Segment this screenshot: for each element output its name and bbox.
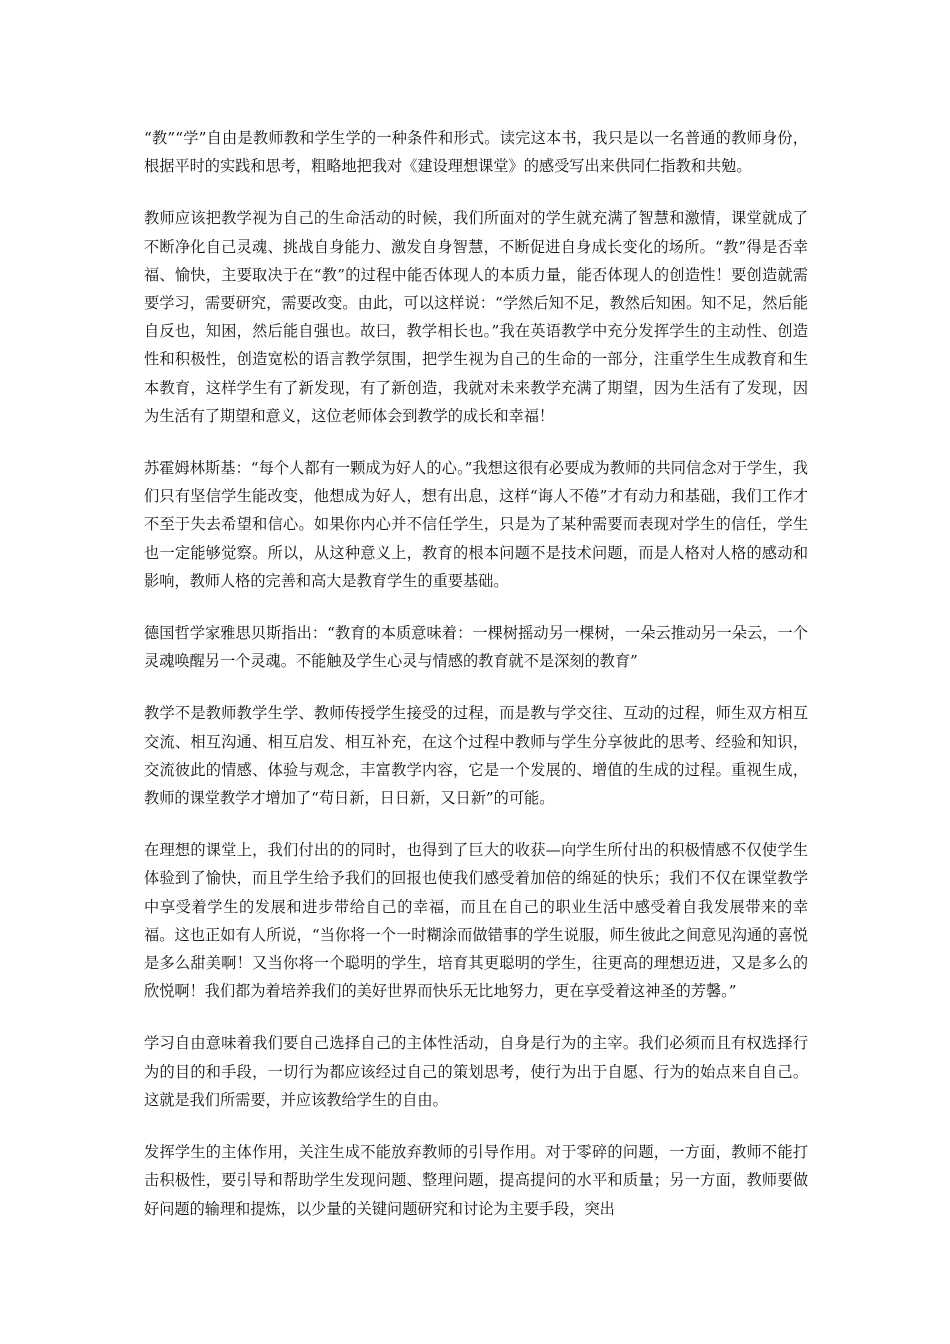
paragraph-3: 苏霍姆林斯基：“每个人都有一颗成为好人的心。”我想这很有必要成为教师的共同信念对于学生，我们只有坚信学生能改变，他想成为好人，想有出息，这样“诲人不倦”才有动力和基础，我们工作才不至于失去希望和信心。如果你内心并不信任学生，只是为了某种需要而表现对学生的信任，学生也一定能够觉察。所以，从这种意义上，教育的根本问题不是技术问题，而是人格对人格的感动和影响，教师人格的完善和高大是教育学生的重要基础。 (144, 459, 808, 590)
paragraph-5: 教学不是教师教学生学、教师传授学生接受的过程，而是教与学交往、互动的过程，师生双方相互交流、相互沟通、相互启发、相互补充，在这个过程中教师与学生分享彼此的思考、经验和知识，交流彼此的情感、体验与观念，丰富教学内容，它是一个发展的、增值的生成的过程。重视生成，教师的课堂教学才增加了“苟日新，日日新，又日新”的可能。 (144, 704, 808, 808)
paragraph-6: 在理想的课堂上，我们付出的的同时，也得到了巨大的收获—向学生所付出的积极情感不仅使学生体验到了愉快，而且学生给予我们的回报也使我们感受着加倍的绵延的快乐；我们不仅在课堂教学中享受着学生的发展和进步带给自己的幸福，而且在自己的职业生活中感受着自我发展带来的幸福。这也正如有人所说，“当你将一个一时糊涂而做错事的学生说服，师生彼此之间意见沟通的喜悦是多么甜美啊！又当你将一个聪明的学生，培育其更聪明的学生，往更高的理想迈进，又是多么的欣悦啊！我们都为着培养我们的美好世界而快乐无比地努力，更在享受着这神圣的芳馨。” (144, 841, 808, 1001)
document-body (144, 124, 808, 1247)
paragraph-4: 德国哲学家雅思贝斯指出：“教育的本质意味着：一棵树摇动另一棵树，一朵云推动另一朵云，一个灵魂唤醒另一个灵魂。不能触及学生心灵与情感的教育就不是深刻的教育” (144, 624, 808, 671)
paragraph-1: “教”“学”自由是教师教和学生学的一种条件和形式。读完这本书，我只是以一名普通的教师身份，根据平时的实践和思考，粗略地把我对《建设理想课堂》的感受写出来供同仁指教和共勉。 (144, 129, 808, 176)
paragraph-7: 学习自由意味着我们要自己选择自己的主体性活动，自身是行为的主宰。我们必须而且有权选择行为的目的和手段，一切行为都应该经过自己的策划思考，使行为出于自愿、行为的始点来自自己。这就是我们所需要，并应该教给学生的自由。 (144, 1034, 808, 1109)
paragraph-8: 发挥学生的主体作用，关注生成不能放弃教师的引导作用。对于零碎的问题，一方面，教师不能打击积极性，要引导和帮助学生发现问题、整理问题，提高提问的水平和质量；另一方面，教师要做好问题的输理和提炼，以少量的关键问题研究和讨论为主要手段，突出 (144, 1143, 808, 1218)
paragraph-2: 教师应该把教学视为自己的生命活动的时候，我们所面对的学生就充满了智慧和激情，课堂就成了不断净化自己灵魂、挑战自身能力、激发自身智慧，不断促进自身成长变化的场所。“教”得是否幸福、愉快，主要取决于在“教”的过程中能否体现人的本质力量，能否体现人的创造性！要创造就需要学习，需要研究，需要改变。由此，可以这样说：“学然后知不足，教然后知困。知不足，然后能自反也，知困，然后能自强也。故曰，教学相长也。”我在英语教学中充分发挥学生的主动性、创造性和积极性，创造宽松的语言教学氛围，把学生视为自己的生命的一部分，注重学生生成教育和生本教育，这样学生有了新发现，有了新创造，我就对未来教学充满了期望，因为生活有了发现，因为生活有了期望和意义，这位老师体会到教学的成长和幸福！ (144, 209, 808, 425)
